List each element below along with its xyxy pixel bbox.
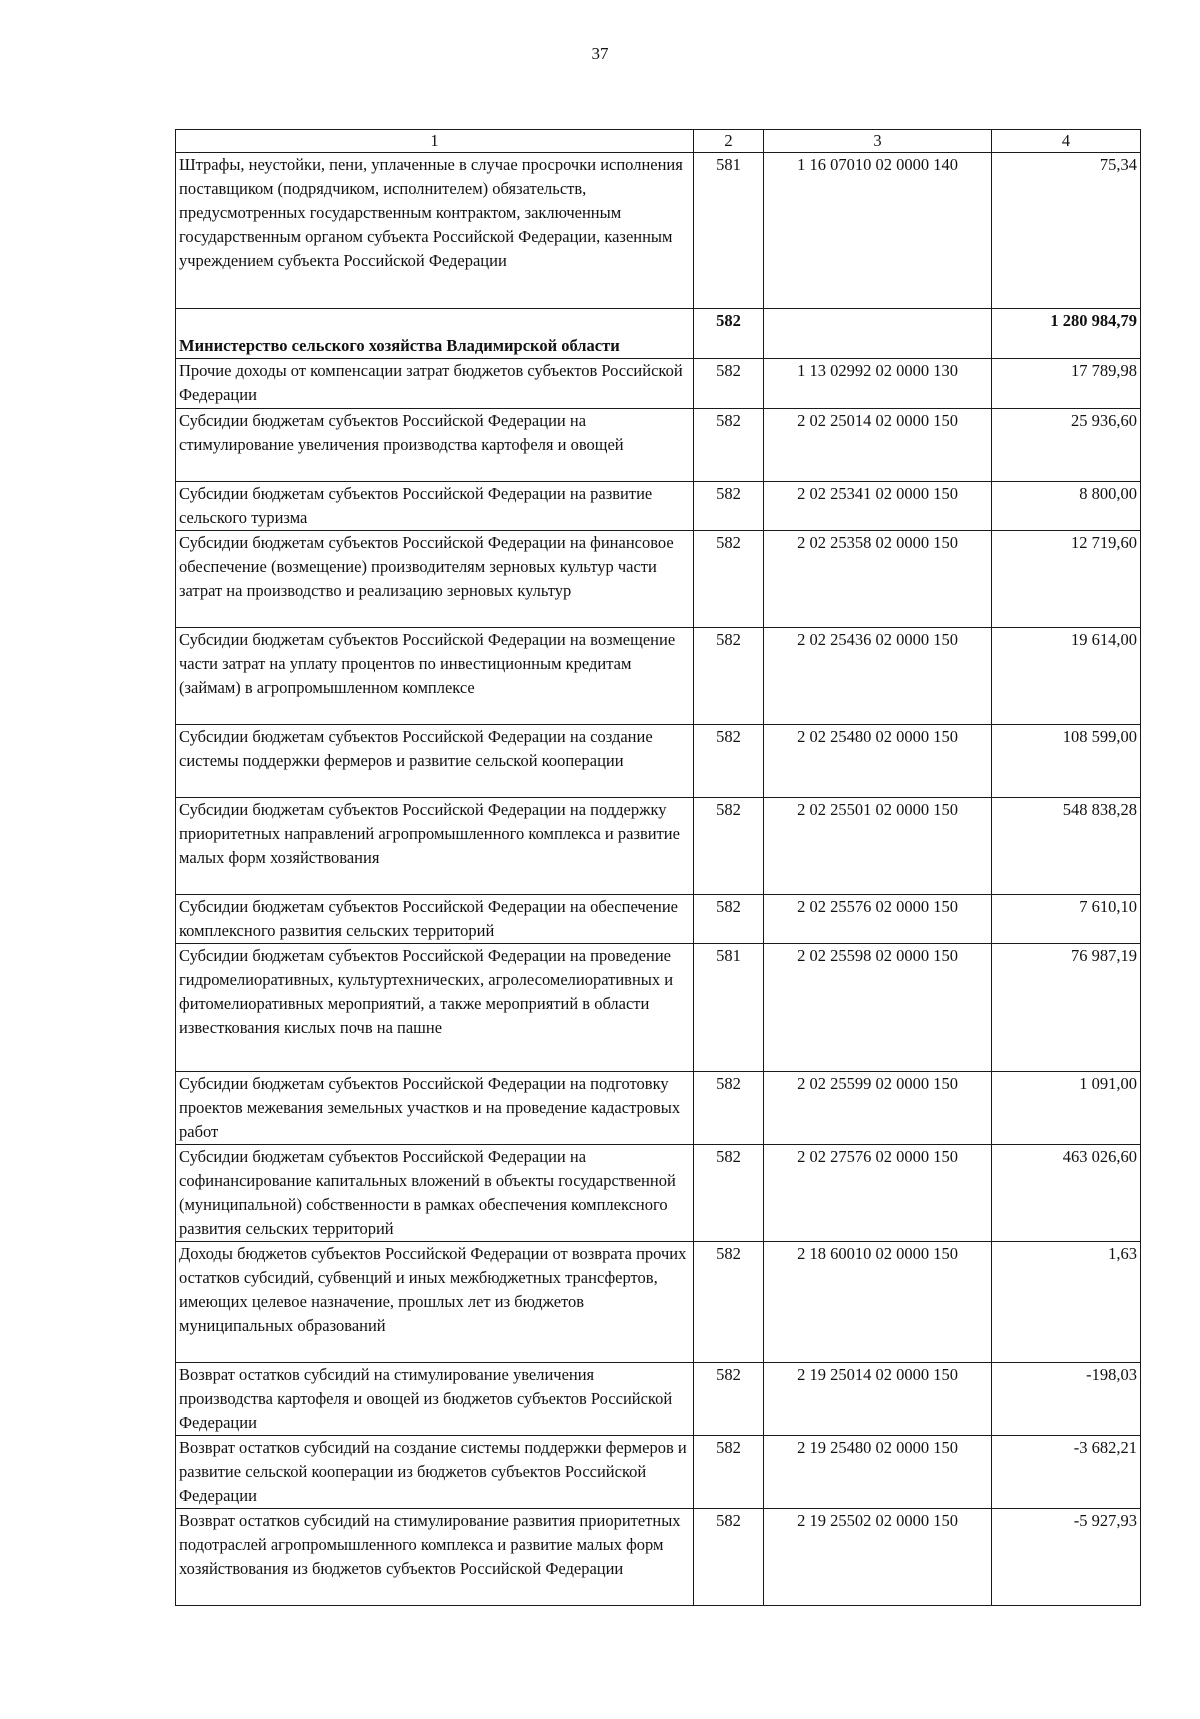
table-row bbox=[176, 531, 1141, 628]
amount-cell: 12 719,60 bbox=[992, 531, 1141, 628]
column-header-1: 1 bbox=[176, 130, 694, 153]
amount-cell: 463 026,60 bbox=[992, 1145, 1141, 1242]
table-row bbox=[176, 153, 1141, 309]
table-row bbox=[176, 409, 1141, 482]
admin-code-cell: 582 bbox=[694, 628, 764, 725]
admin-code-cell: 582 bbox=[694, 725, 764, 798]
classification-code-cell: 2 18 60010 02 0000 150 bbox=[764, 1242, 992, 1363]
amount-cell: 1,63 bbox=[992, 1242, 1141, 1363]
admin-code-cell: 582 bbox=[694, 1509, 764, 1606]
classification-code-cell: 2 02 25599 02 0000 150 bbox=[764, 1072, 992, 1145]
ministry-total-amount-cell: 1 280 984,79 bbox=[992, 309, 1141, 359]
admin-code-cell: 582 bbox=[694, 359, 764, 409]
classification-code-cell bbox=[764, 309, 992, 359]
revenue-name-cell: Субсидии бюджетам субъектов Российской Федерации на обеспечение комплексного развития сельских территорий bbox=[176, 895, 694, 944]
amount-cell: 25 936,60 bbox=[992, 409, 1141, 482]
admin-code-cell: 582 bbox=[694, 1072, 764, 1145]
admin-code-cell: 582 bbox=[694, 1242, 764, 1363]
classification-code-cell: 2 02 25014 02 0000 150 bbox=[764, 409, 992, 482]
revenue-name-cell: Возврат остатков субсидий на создание системы поддержки фермеров и развитие сельской кооперации из бюджетов субъектов Российской Федерации bbox=[176, 1436, 694, 1509]
table-row bbox=[176, 944, 1141, 1072]
table-row bbox=[176, 1436, 1141, 1509]
table-row bbox=[176, 1145, 1141, 1242]
revenue-name-cell: Возврат остатков субсидий на стимулирование увеличения производства картофеля и овощей из бюджетов субъектов Российской Федерации bbox=[176, 1363, 694, 1436]
revenue-name-cell: Субсидии бюджетам субъектов Российской Федерации на стимулирование увеличения производства картофеля и овощей bbox=[176, 409, 694, 482]
amount-cell: 17 789,98 bbox=[992, 359, 1141, 409]
table-row bbox=[176, 1363, 1141, 1436]
amount-cell: 75,34 bbox=[992, 153, 1141, 309]
admin-code-cell: 581 bbox=[694, 944, 764, 1072]
classification-code-cell: 1 13 02992 02 0000 130 bbox=[764, 359, 992, 409]
table-row bbox=[176, 1509, 1141, 1606]
classification-code-cell: 2 02 25436 02 0000 150 bbox=[764, 628, 992, 725]
admin-code-cell: 582 bbox=[694, 798, 764, 895]
revenue-name-cell: Возврат остатков субсидий на стимулирование развития приоритетных подотраслей агропромышленного комплекса и развитие малых форм хозяйствования из бюджетов субъектов Российской Федерации bbox=[176, 1509, 694, 1606]
classification-code-cell: 2 02 25341 02 0000 150 bbox=[764, 482, 992, 531]
amount-cell: 76 987,19 bbox=[992, 944, 1141, 1072]
revenue-name-cell: Субсидии бюджетам субъектов Российской Федерации на подготовку проектов межевания земельных участков и на проведение кадастровых работ bbox=[176, 1072, 694, 1145]
revenue-name-cell: Штрафы, неустойки, пени, уплаченные в случае просрочки исполнения поставщиком (подрядчиком, исполнителем) обязательств, предусмотренных государственным контрактом, заключенным государственным органом субъекта Российской Федерации, казенным учреждением субъекта Российской Федерации bbox=[176, 153, 694, 309]
table-row bbox=[176, 1242, 1141, 1363]
table-row bbox=[176, 628, 1141, 725]
classification-code-cell: 2 02 27576 02 0000 150 bbox=[764, 1145, 992, 1242]
amount-cell: 108 599,00 bbox=[992, 725, 1141, 798]
admin-code-cell: 582 bbox=[694, 409, 764, 482]
classification-code-cell: 1 16 07010 02 0000 140 bbox=[764, 153, 992, 309]
table-row bbox=[176, 482, 1141, 531]
revenue-name-cell: Прочие доходы от компенсации затрат бюджетов субъектов Российской Федерации bbox=[176, 359, 694, 409]
table-row bbox=[176, 359, 1141, 409]
revenue-name-cell: Субсидии бюджетам субъектов Российской Федерации на проведение гидромелиоративных, культуртехнических, агролесомелиоративных и фитомелиоративных мероприятий, а также мероприятий в области известкования кислых почв на пашне bbox=[176, 944, 694, 1072]
admin-code-cell: 582 bbox=[694, 895, 764, 944]
classification-code-cell: 2 19 25502 02 0000 150 bbox=[764, 1509, 992, 1606]
admin-code-cell: 582 bbox=[694, 531, 764, 628]
amount-cell: 1 091,00 bbox=[992, 1072, 1141, 1145]
admin-code-cell: 582 bbox=[694, 482, 764, 531]
admin-code-cell: 582 bbox=[694, 1363, 764, 1436]
revenue-name-cell: Субсидии бюджетам субъектов Российской Федерации на поддержку приоритетных направлений агропромышленного комплекса и развитие малых форм хозяйствования bbox=[176, 798, 694, 895]
revenue-name-cell: Субсидии бюджетам субъектов Российской Федерации на создание системы поддержки фермеров и развитие сельской кооперации bbox=[176, 725, 694, 798]
revenue-name-cell: Субсидии бюджетам субъектов Российской Федерации на развитие сельского туризма bbox=[176, 482, 694, 531]
classification-code-cell: 2 02 25480 02 0000 150 bbox=[764, 725, 992, 798]
ministry-name-cell: Министерство сельского хозяйства Владимирской области bbox=[176, 309, 694, 359]
page-number: 37 bbox=[591, 44, 609, 63]
admin-code-cell: 581 bbox=[694, 153, 764, 309]
amount-cell: 548 838,28 bbox=[992, 798, 1141, 895]
table-row bbox=[176, 798, 1141, 895]
revenue-name-cell: Субсидии бюджетам субъектов Российской Федерации на возмещение части затрат на уплату процентов по инвестиционным кредитам (займам) в агропромышленном комплексе bbox=[176, 628, 694, 725]
admin-code-cell: 582 bbox=[694, 309, 764, 359]
column-header-3: 3 bbox=[764, 130, 992, 153]
revenue-name-cell: Субсидии бюджетам субъектов Российской Федерации на финансовое обеспечение (возмещение) производителям зерновых культур части затрат на производство и реализацию зерновых культур bbox=[176, 531, 694, 628]
budget-revenue-table bbox=[175, 129, 1141, 1606]
classification-code-cell: 2 19 25014 02 0000 150 bbox=[764, 1363, 992, 1436]
table-row bbox=[176, 895, 1141, 944]
admin-code-cell: 582 bbox=[694, 1145, 764, 1242]
classification-code-cell: 2 02 25598 02 0000 150 bbox=[764, 944, 992, 1072]
classification-code-cell: 2 02 25576 02 0000 150 bbox=[764, 895, 992, 944]
amount-cell: -5 927,93 bbox=[992, 1509, 1141, 1606]
amount-cell: -3 682,21 bbox=[992, 1436, 1141, 1509]
revenue-name-cell: Субсидии бюджетам субъектов Российской Федерации на софинансирование капитальных вложений в объекты государственной (муниципальной) собственности в рамках обеспечения комплексного развития сельских территорий bbox=[176, 1145, 694, 1242]
amount-cell: 8 800,00 bbox=[992, 482, 1141, 531]
table-row bbox=[176, 1072, 1141, 1145]
amount-cell: -198,03 bbox=[992, 1363, 1141, 1436]
classification-code-cell: 2 19 25480 02 0000 150 bbox=[764, 1436, 992, 1509]
column-number-row bbox=[176, 130, 1141, 153]
table-row bbox=[176, 725, 1141, 798]
ministry-total-row bbox=[176, 309, 1141, 359]
column-header-4: 4 bbox=[992, 130, 1141, 153]
amount-cell: 7 610,10 bbox=[992, 895, 1141, 944]
classification-code-cell: 2 02 25501 02 0000 150 bbox=[764, 798, 992, 895]
admin-code-cell: 582 bbox=[694, 1436, 764, 1509]
classification-code-cell: 2 02 25358 02 0000 150 bbox=[764, 531, 992, 628]
column-header-2: 2 bbox=[694, 130, 764, 153]
revenue-name-cell: Доходы бюджетов субъектов Российской Федерации от возврата прочих остатков субсидий, субвенций и иных межбюджетных трансфертов, имеющих целевое назначение, прошлых лет из бюджетов муниципальных образований bbox=[176, 1242, 694, 1363]
amount-cell: 19 614,00 bbox=[992, 628, 1141, 725]
